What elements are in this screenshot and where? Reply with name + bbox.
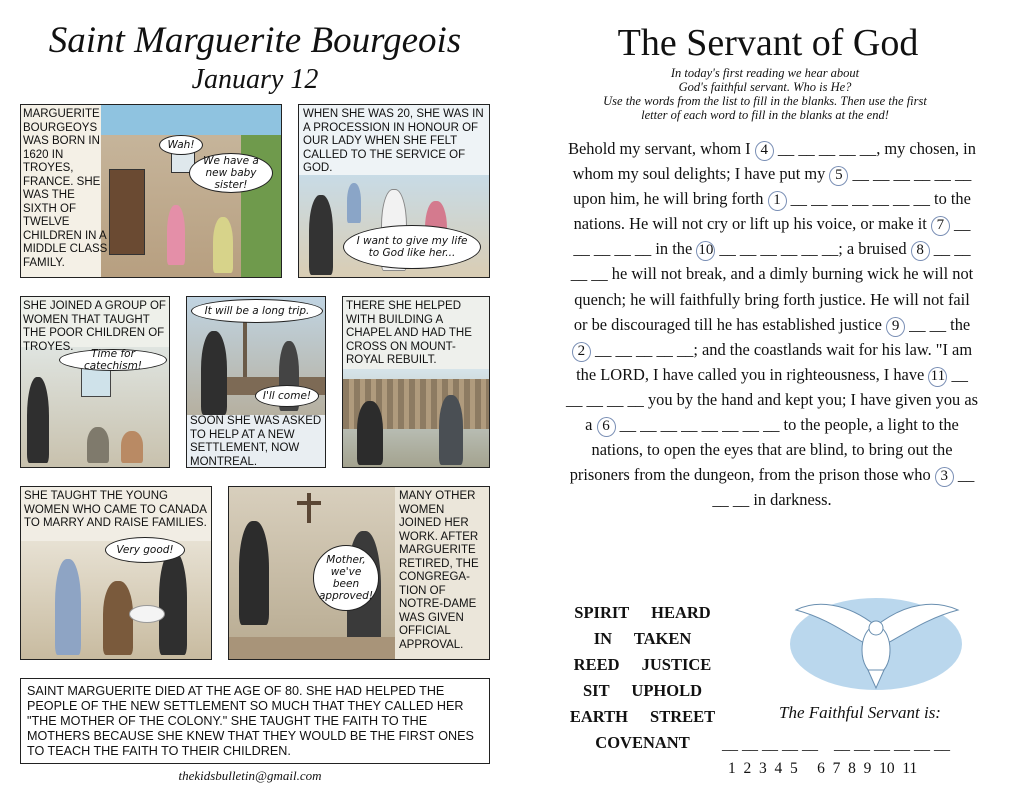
house-illustration — [101, 105, 281, 277]
comic-panel-3 — [20, 296, 170, 468]
bottom-summary-box — [20, 678, 490, 764]
reading-text: __ __ __ in darkness. — [712, 465, 975, 510]
scripture-reading — [566, 136, 978, 512]
word-list-row — [555, 704, 730, 730]
give-my-life-bubble: I want to give my life to God like her... — [343, 225, 481, 269]
reading-text: __ __ __ __ __ __ upon him, he will bring forth — [573, 164, 972, 209]
comic-panel-5 — [342, 296, 490, 468]
reading-text: __ __ __ __ __ __ __ __ to the people, a light to the nations, to open the eyes that are blind, to bring out the prisoners from the dungeon, from the prison those who — [569, 415, 959, 485]
word-list-item: JUSTICE — [641, 655, 712, 674]
comic-panel-6 — [20, 486, 212, 660]
reading-text: __ __ __ __ __ __ __ to the nations. He will not cry or lift up his voice, or make it — [573, 189, 971, 234]
word-list-row — [555, 678, 730, 704]
word-list-item: COVENANT — [595, 733, 690, 752]
word-list-item: SIT — [582, 681, 610, 700]
panel-2-caption: WHEN SHE WAS 20, SHE WAS IN A PROCESSION IN HONOUR OF OUR LADY WHEN SHE FELT CALLED TO THE SERVICE OF GOD. — [303, 108, 484, 174]
reading-text: __ __ __ __ __ you by the hand and kept you; I have given you as a — [566, 364, 978, 435]
panel-7-caption: MANY OTHER WOMEN JOINED HER WORK. AFTER MARGUERITE RETIRED, THE CONGREGA-TION OF NOTRE-DAME WAS GIVEN OFFICIAL APPROVAL. — [399, 490, 479, 651]
comic-panel-2 — [298, 104, 490, 278]
blank-number-circle: 3 — [935, 467, 954, 487]
blank-number-circle: 4 — [755, 141, 774, 161]
answer-blanks[interactable]: __ __ __ __ __ __ __ __ __ __ __ — [722, 736, 950, 753]
word-list-item: HEARD — [651, 603, 711, 622]
comic-panel-4 — [186, 296, 326, 468]
reading-text: Behold my servant, whom I — [568, 139, 755, 158]
contact-email[interactable]: thekidsbulletin@gmail.com — [178, 768, 322, 783]
intro-line-4: letter of each word to fill in the blanks at the end! — [641, 108, 889, 122]
blank-number-circle: 6 — [597, 417, 616, 437]
word-list-row — [555, 652, 730, 678]
blank-number-circle: 11 — [928, 367, 947, 387]
word-list-item: SPIRIT — [574, 603, 629, 622]
reading-text: __ __ the — [905, 314, 971, 334]
ill-come-bubble: I'll come! — [255, 385, 319, 407]
blank-number-circle: 10 — [696, 241, 715, 261]
blank-number-circle: 2 — [572, 342, 591, 362]
panel-3-caption: SHE JOINED A GROUP OF WOMEN THAT TAUGHT THE POOR CHILDREN OF TROYES. — [23, 300, 166, 353]
servant-title: The Servant of God — [617, 22, 919, 64]
long-trip-bubble: It will be a long trip. — [191, 299, 323, 323]
reading-text: __ __ __ __ he will not break, and a dimly burning wick he will not quench; he will faithfully bring forth justice. He will not fail or be discouraged till he has established justice — [570, 239, 974, 334]
catechism-bubble: Time for catechism! — [59, 349, 167, 371]
word-list-item: EARTH — [569, 707, 628, 726]
word-list-item: STREET — [650, 707, 716, 726]
word-list-item: IN — [593, 629, 613, 648]
word-list-row — [555, 730, 730, 756]
approved-bubble: Mother, we've been approved! — [313, 545, 379, 611]
word-list-item: TAKEN — [633, 629, 692, 648]
blank-number-circle: 1 — [768, 191, 787, 211]
word-list — [555, 600, 730, 756]
dove-icon — [786, 592, 966, 694]
reading-text: __ __ __ __ __, my chosen, in whom my soul delights; I have put my — [572, 139, 976, 184]
wah-bubble: Wah! — [159, 135, 203, 155]
intro-line-1: In today's first reading we hear about — [670, 66, 860, 80]
comic-panel-1 — [20, 104, 282, 278]
bottom-summary-text: SAINT MARGUERITE DIED AT THE AGE OF 80. SHE HAD HELPED THE PEOPLE OF THE NEW SETTLEMENT SO MUCH THAT THEY CALLED HER "THE MOTHER OF THE COLONY." SHE TAUGHT THE FAITH TO THE MOTHERS BECAUSE SHE KNEW THAT THEY WOULD BE THE FIRST ONES TO TEACH THE FAITH TO THEIR CHILDREN. — [27, 684, 474, 758]
word-list-item: UPHOLD — [631, 681, 703, 700]
answer-numbers: 1 2 3 4 5 6 7 8 9 10 11 — [728, 760, 918, 777]
reading-text: __ __ __ __ __; and the coastlands wait for his law. "I am the LORD, I have called you in righteousness, I have — [576, 339, 973, 384]
blank-number-circle: 7 — [931, 216, 950, 236]
blank-number-circle: 5 — [829, 166, 848, 186]
intro-line-3: Use the words from the list to fill in the blanks. Then use the first — [603, 94, 927, 108]
instructions — [560, 66, 970, 122]
reading-text: __ __ __ __ __ __; a bruised — [715, 239, 911, 259]
panel-1-caption: MARGUERITE BOURGEOYS WAS BORN IN 1620 IN TROYES, FRANCE. SHE WAS THE SIXTH OF TWELVE CHILDREN IN A MIDDLE CLASS FAMILY. — [23, 108, 108, 269]
blank-number-circle: 8 — [911, 241, 930, 261]
saint-title: Saint Marguerite Bourgeois — [48, 20, 462, 61]
reading-text: __ __ __ __ __ in the — [573, 214, 971, 259]
intro-line-2: God's faithful servant. Who is He? — [678, 80, 852, 94]
comic-panel-7 — [228, 486, 490, 660]
answer-label: The Faithful Servant is: — [779, 703, 941, 722]
chapel-illustration — [343, 369, 489, 467]
word-list-row — [555, 626, 730, 652]
very-good-bubble: Very good! — [105, 537, 185, 563]
feast-date: January 12 — [191, 64, 319, 95]
panel-5-caption: THERE SHE HELPED WITH BUILDING A CHAPEL AND HAD THE CROSS ON MOUNT-ROYAL REBUILT. — [346, 300, 472, 366]
panel-4-caption: SOON SHE WAS ASKED TO HELP AT A NEW SETTLEMENT, NOW MONTREAL. — [190, 415, 322, 468]
word-list-row — [555, 600, 730, 626]
word-list-item: REED — [573, 655, 620, 674]
blank-number-circle: 9 — [886, 317, 905, 337]
dove-illustration — [786, 592, 966, 694]
panel-6-caption: SHE TAUGHT THE YOUNG WOMEN WHO CAME TO CANADA TO MARRY AND RAISE FAMILIES. — [24, 490, 207, 529]
baby-sister-bubble: We have a new baby sister! — [189, 153, 273, 193]
